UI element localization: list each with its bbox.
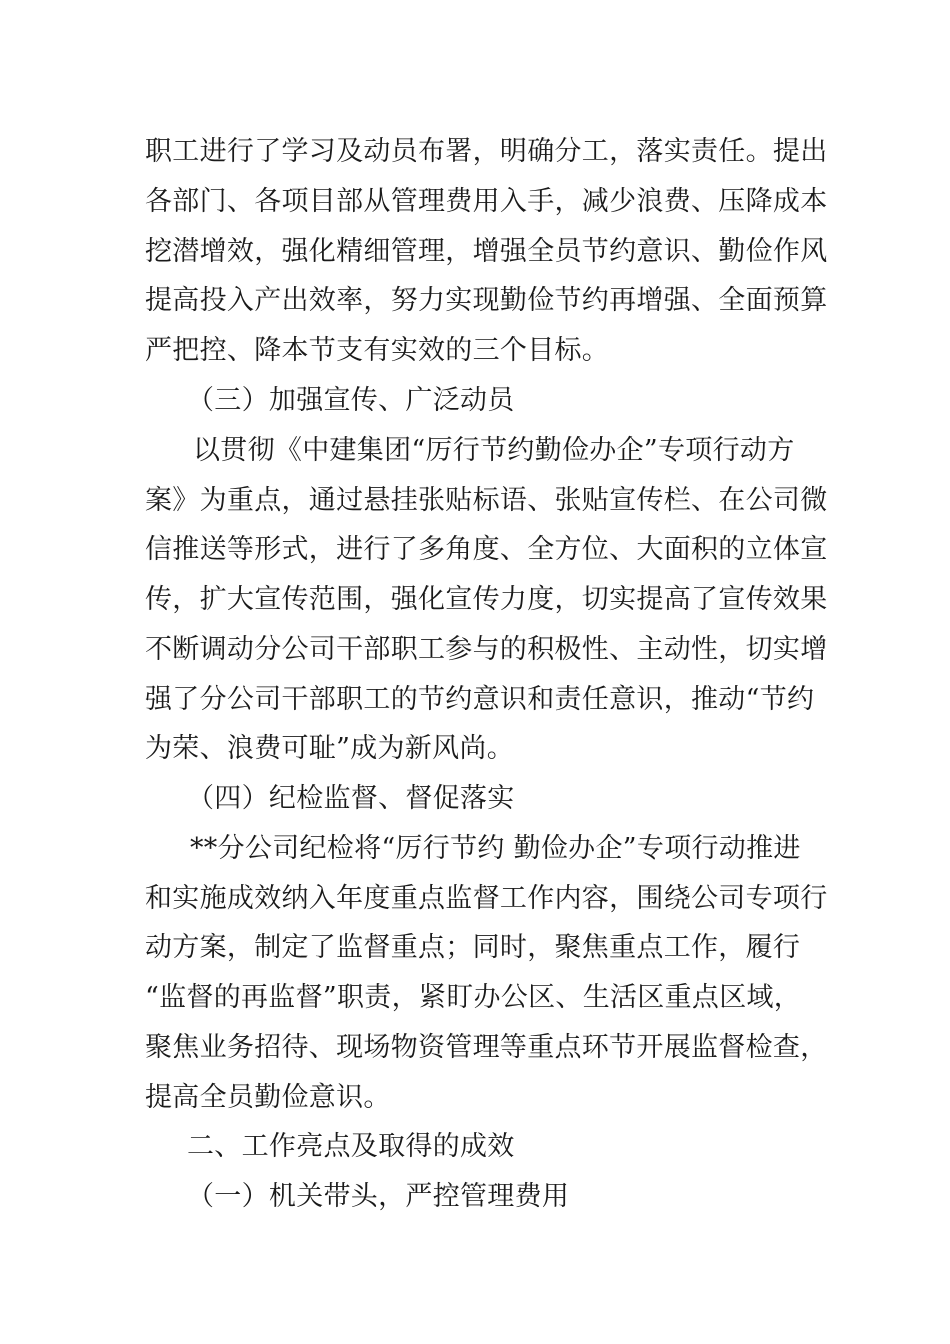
body-text-line: 强了分公司干部职工的节约意识和责任意识，推动“节约 — [145, 684, 815, 715]
body-text-line: “监督的再监督”职责，紧盯办公区、生活区重点区域， — [145, 982, 802, 1013]
body-text-line: 提高全员勤俭意识。 — [145, 1082, 391, 1113]
body-text-line: 挖潜增效，强化精细管理，增强全员节约意识、勤俭作风 — [145, 236, 828, 267]
body-text-line: 聚焦业务招待、现场物资管理等重点环节开展监督检查， — [145, 1032, 828, 1063]
body-text-line: 信推送等形式，进行了多角度、全方位、大面积的立体宣 — [145, 534, 828, 565]
body-text-line: 严把控、降本节支有实效的三个目标。 — [145, 335, 610, 366]
body-text-line: 不断调动分公司干部职工参与的积极性、主动性，切实增 — [145, 634, 828, 665]
section-heading: 二、工作亮点及取得的成效 — [187, 1131, 515, 1162]
section-heading: （一）机关带头，严控管理费用 — [187, 1181, 570, 1212]
body-text-line: 传，扩大宣传范围，强化宣传力度，切实提高了宣传效果 — [145, 584, 828, 615]
section-heading: （三）加强宣传、广泛动员 — [187, 385, 515, 416]
body-text-line: 和实施成效纳入年度重点监督工作内容，围绕公司专项行 — [145, 883, 828, 914]
body-text-line: 各部门、各项目部从管理费用入手，减少浪费、压降成本 — [145, 186, 828, 217]
body-text-line: **分公司纪检将“厉行节约 勤俭办企”专项行动推进 — [190, 833, 801, 864]
body-text-line: 动方案，制定了监督重点；同时，聚焦重点工作，履行 — [145, 932, 801, 963]
body-text-line: 提高投入产出效率，努力实现勤俭节约再增强、全面预算 — [145, 285, 828, 316]
body-text-line: 为荣、浪费可耻”成为新风尚。 — [145, 733, 515, 764]
body-text-line: 案》为重点，通过悬挂张贴标语、张贴宣传栏、在公司微 — [145, 485, 828, 516]
section-heading: （四）纪检监督、督促落实 — [187, 783, 515, 814]
body-text-line: 职工进行了学习及动员布署，明确分工，落实责任。提出 — [145, 136, 828, 167]
body-text-line: 以贯彻《中建集团“厉行节约勤俭办企”专项行动方 — [193, 435, 795, 466]
